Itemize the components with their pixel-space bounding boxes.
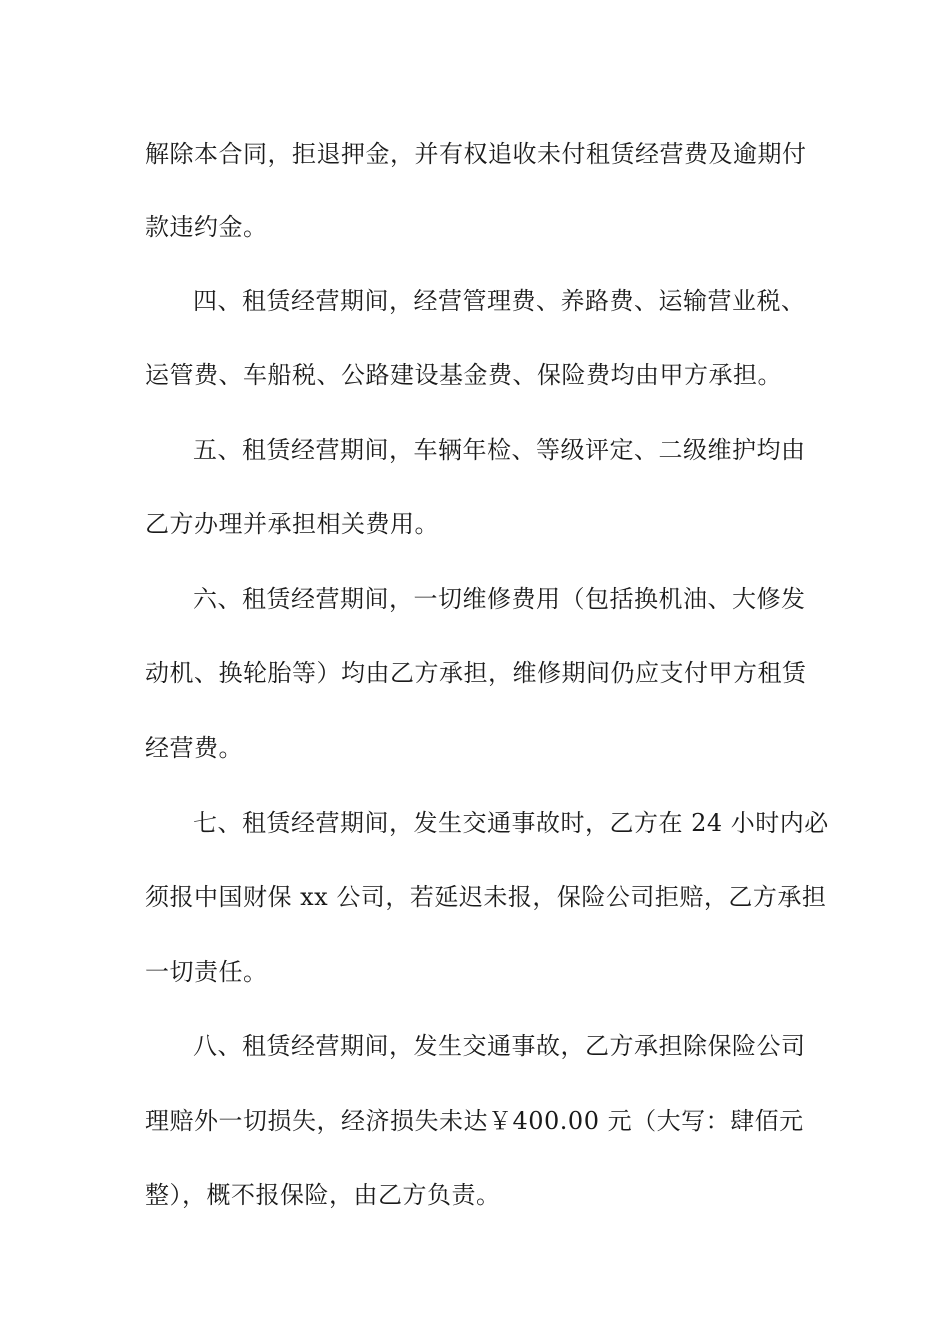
text-line-2: 款违约金。 xyxy=(145,213,268,241)
clause-7-line-3: 一切责任。 xyxy=(145,958,268,986)
clause-6-line-1: 六、租赁经营期间，一切维修费用（包括换机油、大修发 xyxy=(193,585,806,613)
clause-6-line-2: 动机、换轮胎等）均由乙方承担，维修期间仍应支付甲方租赁 xyxy=(145,659,807,687)
clause-4-line-1: 四、租赁经营期间，经营管理费、养路费、运输营业税、 xyxy=(193,287,806,315)
text-line-1: 解除本合同，拒退押金，并有权追收未付租赁经营费及逾期付 xyxy=(145,140,807,168)
clause-5-line-1: 五、租赁经营期间，车辆年检、等级评定、二级维护均由 xyxy=(193,436,806,464)
clause-5-line-2: 乙方办理并承担相关费用。 xyxy=(145,510,439,538)
clause-7-line-2: 须报中国财保 xx 公司，若延迟未报，保险公司拒赔，乙方承担 xyxy=(145,883,827,911)
clause-8-line-2: 理赔外一切损失，经济损失未达￥400.00 元（大写：肆佰元 xyxy=(145,1107,804,1135)
clause-8-line-3: 整），概不报保险，由乙方负责。 xyxy=(145,1181,501,1209)
clause-6-line-3: 经营费。 xyxy=(145,734,243,762)
clause-4-line-2: 运管费、车船税、公路建设基金费、保险费均由甲方承担。 xyxy=(145,361,782,389)
clause-8-line-1: 八、租赁经营期间，发生交通事故，乙方承担除保险公司 xyxy=(193,1032,806,1060)
clause-7-line-1: 七、租赁经营期间，发生交通事故时，乙方在 24 小时内必 xyxy=(193,809,829,837)
